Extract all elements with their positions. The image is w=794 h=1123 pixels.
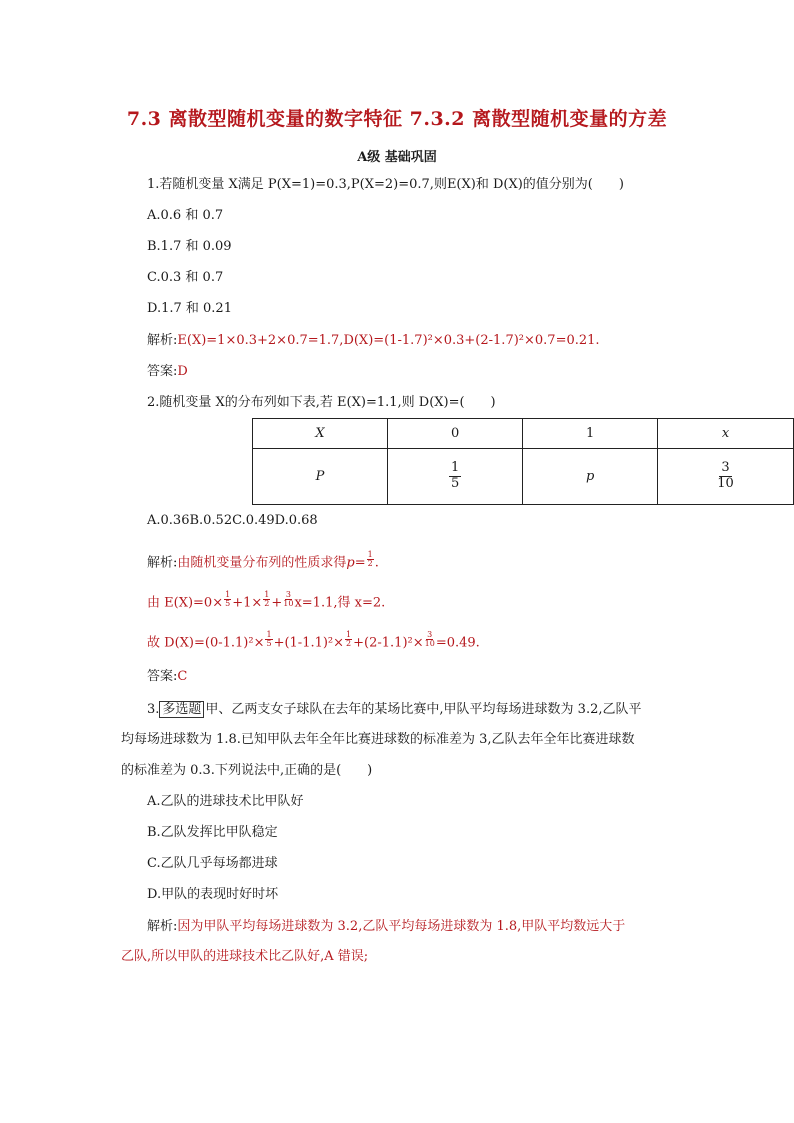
inline-fraction <box>224 591 231 609</box>
page-title: 7.3 离散型随机变量的数字特征 7.3.2 离散型随机变量的方差 <box>126 108 668 130</box>
fraction-denominator: 10 <box>283 599 294 609</box>
q1-option-a: A.0.6 和 0.7 <box>147 208 224 223</box>
q3-analysis-line-1 <box>147 918 625 936</box>
fraction-denominator: 5 <box>225 599 231 609</box>
table-row-label: P <box>253 449 388 505</box>
analysis-prefix: 由 <box>147 595 161 611</box>
analysis-label: 解析: <box>147 333 178 348</box>
expr-part: + <box>271 595 283 611</box>
inline-fraction <box>283 591 293 609</box>
fraction-numerator: 1 <box>346 630 352 639</box>
q1-stem: 1.若随机变量 X满足 P(X=1)=0.3,P(X=2)=0.7,则E(X)和 D(X)的值分别为( ) <box>147 177 624 192</box>
q3-stem-line-2: 均每场进球数为 1.8.已知甲队去年全年比赛进球数的标准差为 3,乙队去年全年比赛进球数 <box>121 732 635 747</box>
q1-answer <box>147 363 188 381</box>
q3-number: 3. <box>147 702 160 717</box>
q3-stem-line-3: 的标准差为 0.3.下列说法中,正确的是( ) <box>121 763 373 778</box>
q2-analysis-1: 解析:由随机变量分布列的性质求得p= $\frac{1}{2}$ . <box>147 550 379 571</box>
inline-fraction <box>345 631 352 649</box>
q2-analysis-text: 由随机变量分布列的性质求得 <box>177 555 347 571</box>
fraction-denominator: 10 <box>424 639 435 649</box>
expr-part: x=1.1,得 x=2. <box>294 595 386 611</box>
fraction-numerator: 3 <box>721 460 730 476</box>
q2-options: A.0.36B.0.52C.0.49D.0.68 <box>147 513 318 528</box>
section-subtitle: A级 基础巩固 <box>357 150 437 165</box>
q2-analysis-var: p= <box>346 555 366 571</box>
fraction-denominator: 5 <box>450 476 460 491</box>
q3-stem-line-1 <box>147 701 642 719</box>
table-cell: p <box>523 449 658 505</box>
q3-option-b: B.乙队发挥比甲队稳定 <box>147 825 278 840</box>
q3-analysis-text: 因为甲队平均每场进球数为 3.2,乙队平均每场进球数为 1.8,甲队平均数远大于 <box>177 919 626 934</box>
fraction-denominator: 2 <box>346 639 352 649</box>
fraction-denominator: 5 <box>266 639 272 649</box>
q1-analysis <box>147 332 600 350</box>
q1-option-b: B.1.7 和 0.09 <box>147 239 232 254</box>
inline-fraction <box>263 591 270 609</box>
table-header-cell: 1 <box>523 419 658 449</box>
expr-part: E(X)=0× <box>164 595 224 611</box>
fraction-numerator: 1 <box>450 460 460 476</box>
q3-option-d: D.甲队的表现时好时坏 <box>147 887 279 902</box>
table-cell <box>387 449 522 505</box>
fraction-denominator: 2 <box>367 559 373 569</box>
expr-part: +1× <box>232 595 263 611</box>
table-header-cell: 0 <box>387 419 522 449</box>
answer-label: 答案: <box>147 364 178 379</box>
inline-fraction <box>425 631 435 649</box>
expr-part: +(2-1.1)²× <box>353 635 424 651</box>
expr-part: =0.49. <box>435 635 480 651</box>
table-header-cell: x <box>658 419 794 449</box>
q1-analysis-text: E(X)=1×0.3+2×0.7=1.7,D(X)=(1-1.7)²×0.3+(2-1.7)²×0.7=0.21. <box>177 333 600 348</box>
analysis-label: 解析: <box>147 919 178 934</box>
multi-select-tag: 多选题 <box>159 701 204 718</box>
table-header-row <box>253 419 794 449</box>
q1-option-d: D.1.7 和 0.21 <box>147 301 232 316</box>
q3-analysis-line-2: 乙队,所以甲队的进球技术比乙队好,A 错误; <box>121 949 369 964</box>
fraction-numerator: 3 <box>427 630 433 639</box>
fraction-numerator: 1 <box>225 590 231 599</box>
expr-part: D(X)=(0-1.1)²× <box>164 635 265 651</box>
fraction <box>449 461 461 492</box>
q1-option-c: C.0.3 和 0.7 <box>147 270 224 285</box>
fraction <box>715 461 736 492</box>
distribution-table <box>252 418 794 505</box>
q3-stem-text: 甲、乙两支女子球队在去年的某场比赛中,甲队平均每场进球数为 3.2,乙队平 <box>205 702 642 717</box>
fraction-numerator: 1 <box>266 630 272 639</box>
answer-label: 答案: <box>147 669 178 684</box>
fraction-numerator: 3 <box>285 590 291 599</box>
analysis-label: 解析: <box>147 555 178 571</box>
q3-option-c: C.乙队几乎每场都进球 <box>147 856 278 871</box>
table-cell <box>658 449 794 505</box>
inline-fraction <box>265 631 272 649</box>
table-row <box>253 449 794 505</box>
fraction-denominator: 2 <box>264 599 270 609</box>
q2-analysis-2 <box>147 590 386 612</box>
table-header-cell: X <box>253 419 388 449</box>
q2-analysis-3 <box>147 630 480 652</box>
q2-answer <box>147 668 187 686</box>
inline-fraction <box>367 551 374 569</box>
q2-stem: 2.随机变量 X的分布列如下表,若 E(X)=1.1,则 D(X)=( ) <box>147 395 496 410</box>
fraction-denominator: 10 <box>717 476 734 491</box>
expr-part: +(1-1.1)²× <box>273 635 345 651</box>
analysis-prefix: 故 <box>147 635 161 651</box>
q3-option-a: A.乙队的进球技术比甲队好 <box>147 794 304 809</box>
fraction-numerator: 1 <box>367 550 373 559</box>
fraction-numerator: 1 <box>264 590 270 599</box>
q2-answer-value: C <box>177 669 188 684</box>
q1-answer-value: D <box>177 364 188 379</box>
